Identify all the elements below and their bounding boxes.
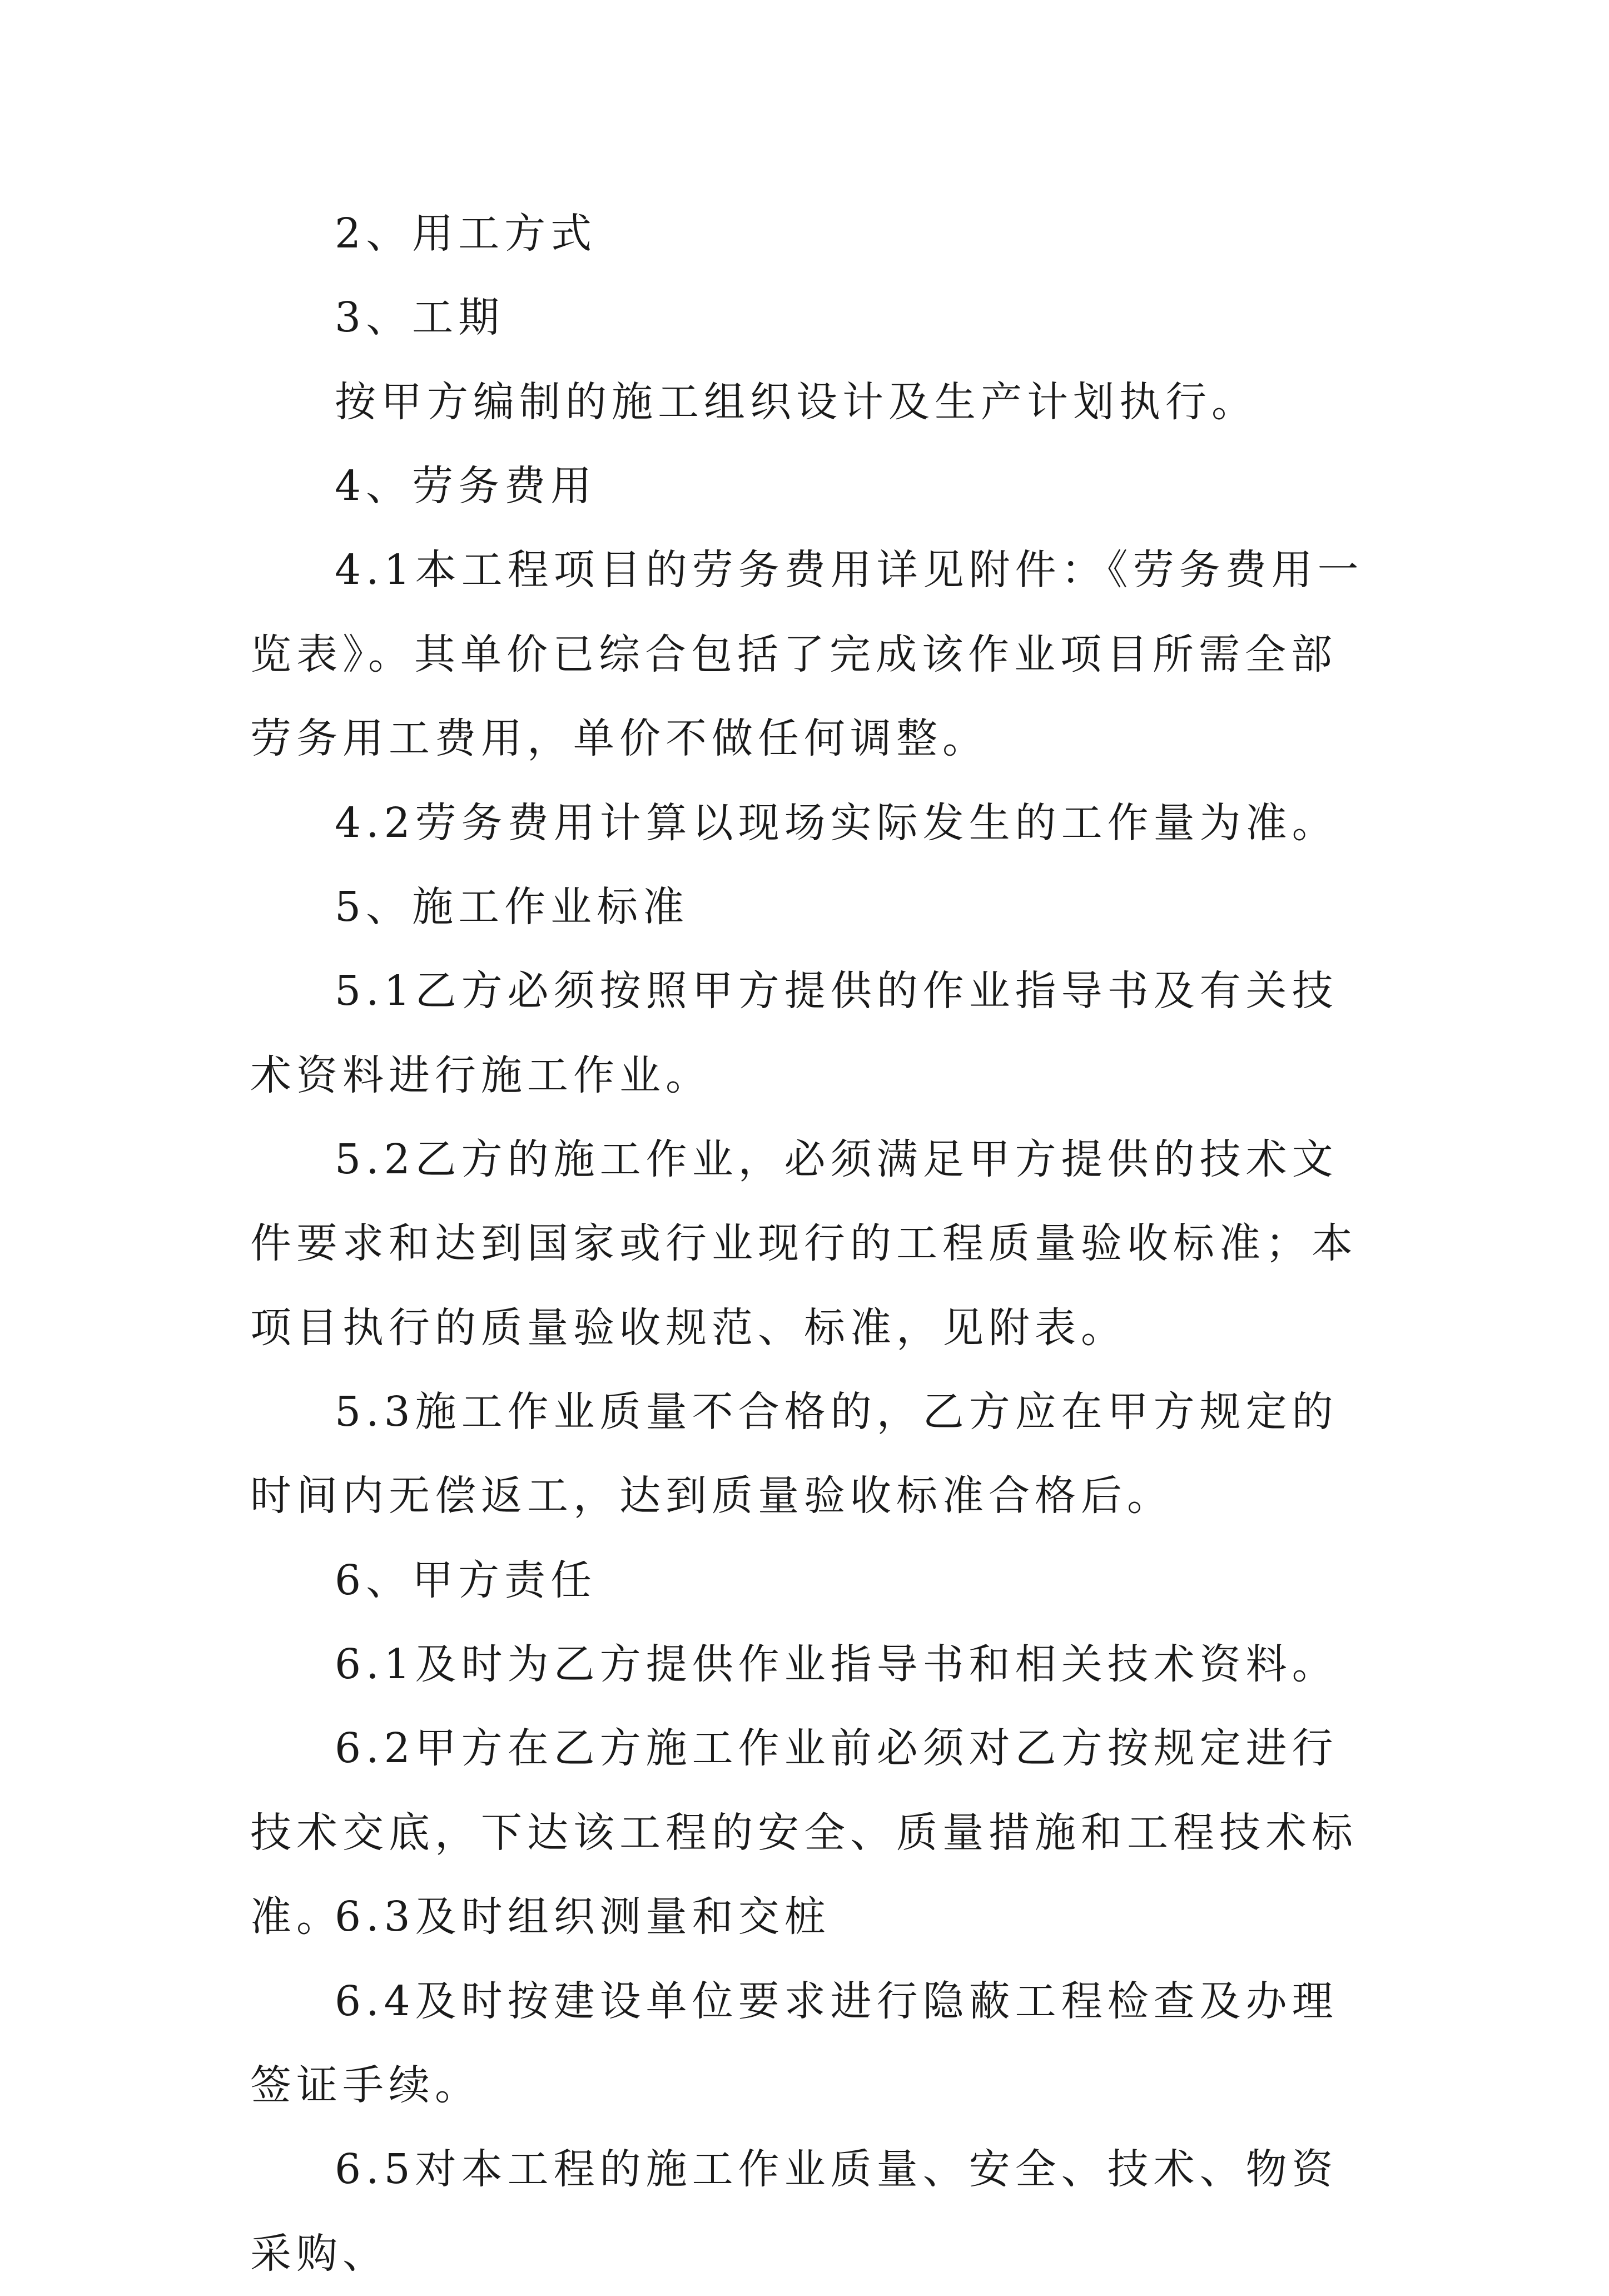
paragraph-duration: 按甲方编制的施工组织设计及生产计划执行。 (335, 378, 1258, 426)
section-heading-labor-mode: 2、用工方式 (335, 210, 597, 257)
clause-5-3: 5.3施工作业质量不合格的，乙方应在甲方规定的时间内无偿返工，达到质量验收标准合格后。 (250, 1388, 1338, 1520)
clause-6-1: 6.1及时为乙方提供作业指导书和相关技术资料。 (335, 1640, 1338, 1689)
clause-4-1: 4.1本工程项目的劳务费用详见附件：《劳务费用一览表》。其单价已综合包括了完成该作业项目所需全部劳务用工费用，单价不做任何调整。 (250, 546, 1364, 763)
section-heading-work-standard: 5、施工作业标准 (335, 882, 689, 931)
clause-6-2: 6.2甲方在乙方施工作业前必须对乙方按规定进行技术交底，下达该工程的安全、质量措施和工程技术标准。 (250, 1724, 1358, 1941)
clause-6-4: 6.4及时按建设单位要求进行隐蔽工程检查及办理签证手续。 (250, 1977, 1338, 2109)
section-heading-labor-fees: 4、劳务费用 (335, 462, 597, 510)
clause-5-2: 5.2乙方的施工作业，必须满足甲方提供的技术文件要求和达到国家或行业现行的工程质量验收标准；本项目执行的质量验收规范、标准，见附表。 (250, 1135, 1358, 1352)
clause-6-5: 6.5对本工程的施工作业质量、安全、技术、物资采购、 (250, 2145, 1338, 2278)
section-heading-duration: 3、工期 (335, 294, 505, 342)
clause-5-1: 5.1乙方必须按照甲方提供的作业指导书及有关技术资料进行施工作业。 (250, 967, 1338, 1099)
section-heading-party-a-duties: 6、甲方责任 (335, 1556, 597, 1604)
clause-6-3: 6.3及时组织测量和交桩 (335, 1893, 831, 1941)
clause-4-2: 4.2劳务费用计算以现场实际发生的工作量为准。 (335, 799, 1338, 847)
